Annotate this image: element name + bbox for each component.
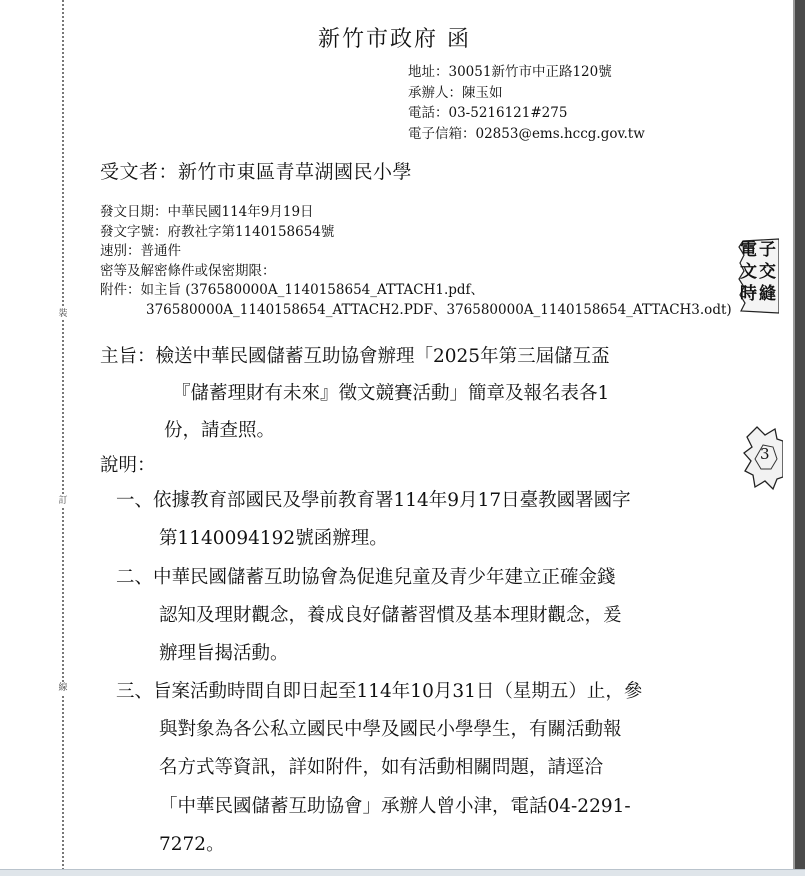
item-2-line-2: 認知及理財觀念，養成良好儲蓄習慣及基本理財觀念，爰	[159, 605, 622, 627]
contact-block	[408, 62, 645, 144]
item-1-line-2: 第1140094192號函辦理。	[159, 528, 388, 550]
attachment-line: 附件：如主旨 (376580000A_1140158654_ATTACH1.pdf、	[100, 282, 485, 299]
item-2-line-1: 二、中華民國儲蓄互助協會為促進兒童及青少年建立正確金錢	[116, 567, 616, 588]
binding-mark-staple: 訂	[58, 496, 68, 506]
viewer-bottom-strip	[0, 869, 805, 876]
item-3-line-3: 名方式等資訊，詳如附件，如有活動相關問題，請逕洽	[159, 757, 604, 779]
binding-mark-line: 線	[58, 683, 68, 693]
binding-dotted-line	[62, 0, 64, 870]
stamp-text: 電子 文交 時縫	[740, 240, 778, 304]
item-3-line-1: 三、旨案活動時間自即日起至114年10月31日（星期五）止，參	[116, 681, 643, 702]
secrecy-line: 密等及解密條件或保密期限：	[100, 262, 276, 279]
subject-block	[100, 338, 610, 449]
subject-line-1: 主旨：檢送中華民國儲蓄互助協會辦理「2025年第三屆儲互盃	[100, 346, 610, 367]
subject-line-2: 『儲蓄理財有未來』徵文競賽活動」簡章及報名表各1	[172, 383, 610, 404]
phone-line: 電話：03-5216121#275	[408, 105, 568, 121]
explanation-item-1	[116, 482, 631, 558]
item-2-line-3: 辦理旨揭活動。	[159, 643, 289, 665]
seal-number: 3	[760, 445, 770, 463]
binding-mark-bind: 裝	[58, 309, 68, 319]
explanation-item-3	[116, 673, 642, 864]
issue-number: 發文字號：府教社字第1140158654號	[100, 223, 335, 240]
explanation-item-2	[116, 559, 622, 674]
document-title: 新竹市政府 函	[318, 27, 471, 52]
handler-line: 承辦人：陳玉如	[408, 84, 503, 101]
meta-block	[100, 203, 732, 321]
item-1-line-1: 一、依據教育部國民及學前教育署114年9月17日臺教國署國字	[116, 490, 631, 511]
explanation-heading: 說明：	[100, 455, 156, 476]
issue-date: 發文日期：中華民國114年9月19日	[100, 204, 314, 220]
item-3-line-4: 「中華民國儲蓄互助協會」承辦人曾小津，電話04-2291-	[159, 795, 631, 817]
subject-line-3: 份，請查照。	[164, 420, 276, 441]
address-line: 地址：30051新竹市中正路120號	[408, 64, 612, 80]
page-seal-icon	[743, 425, 783, 491]
viewer-frame-border	[795, 0, 805, 876]
e-document-stamp	[737, 237, 779, 315]
speed-class: 速別：普通件	[100, 243, 181, 260]
recipient-line: 受文者：新竹市東區青草湖國民小學	[100, 161, 413, 183]
attachment-line-continued: 376580000A_1140158654_ATTACH2.PDF、376580000A_1140158654_ATTACH3.odt)	[146, 301, 732, 318]
email-line: 電子信箱：02853@ems.hccg.gov.tw	[408, 125, 645, 142]
item-3-line-2: 與對象為各公私立國民中學及國民小學學生，有關活動報	[159, 719, 622, 741]
item-3-line-5: 7272。	[159, 833, 225, 855]
